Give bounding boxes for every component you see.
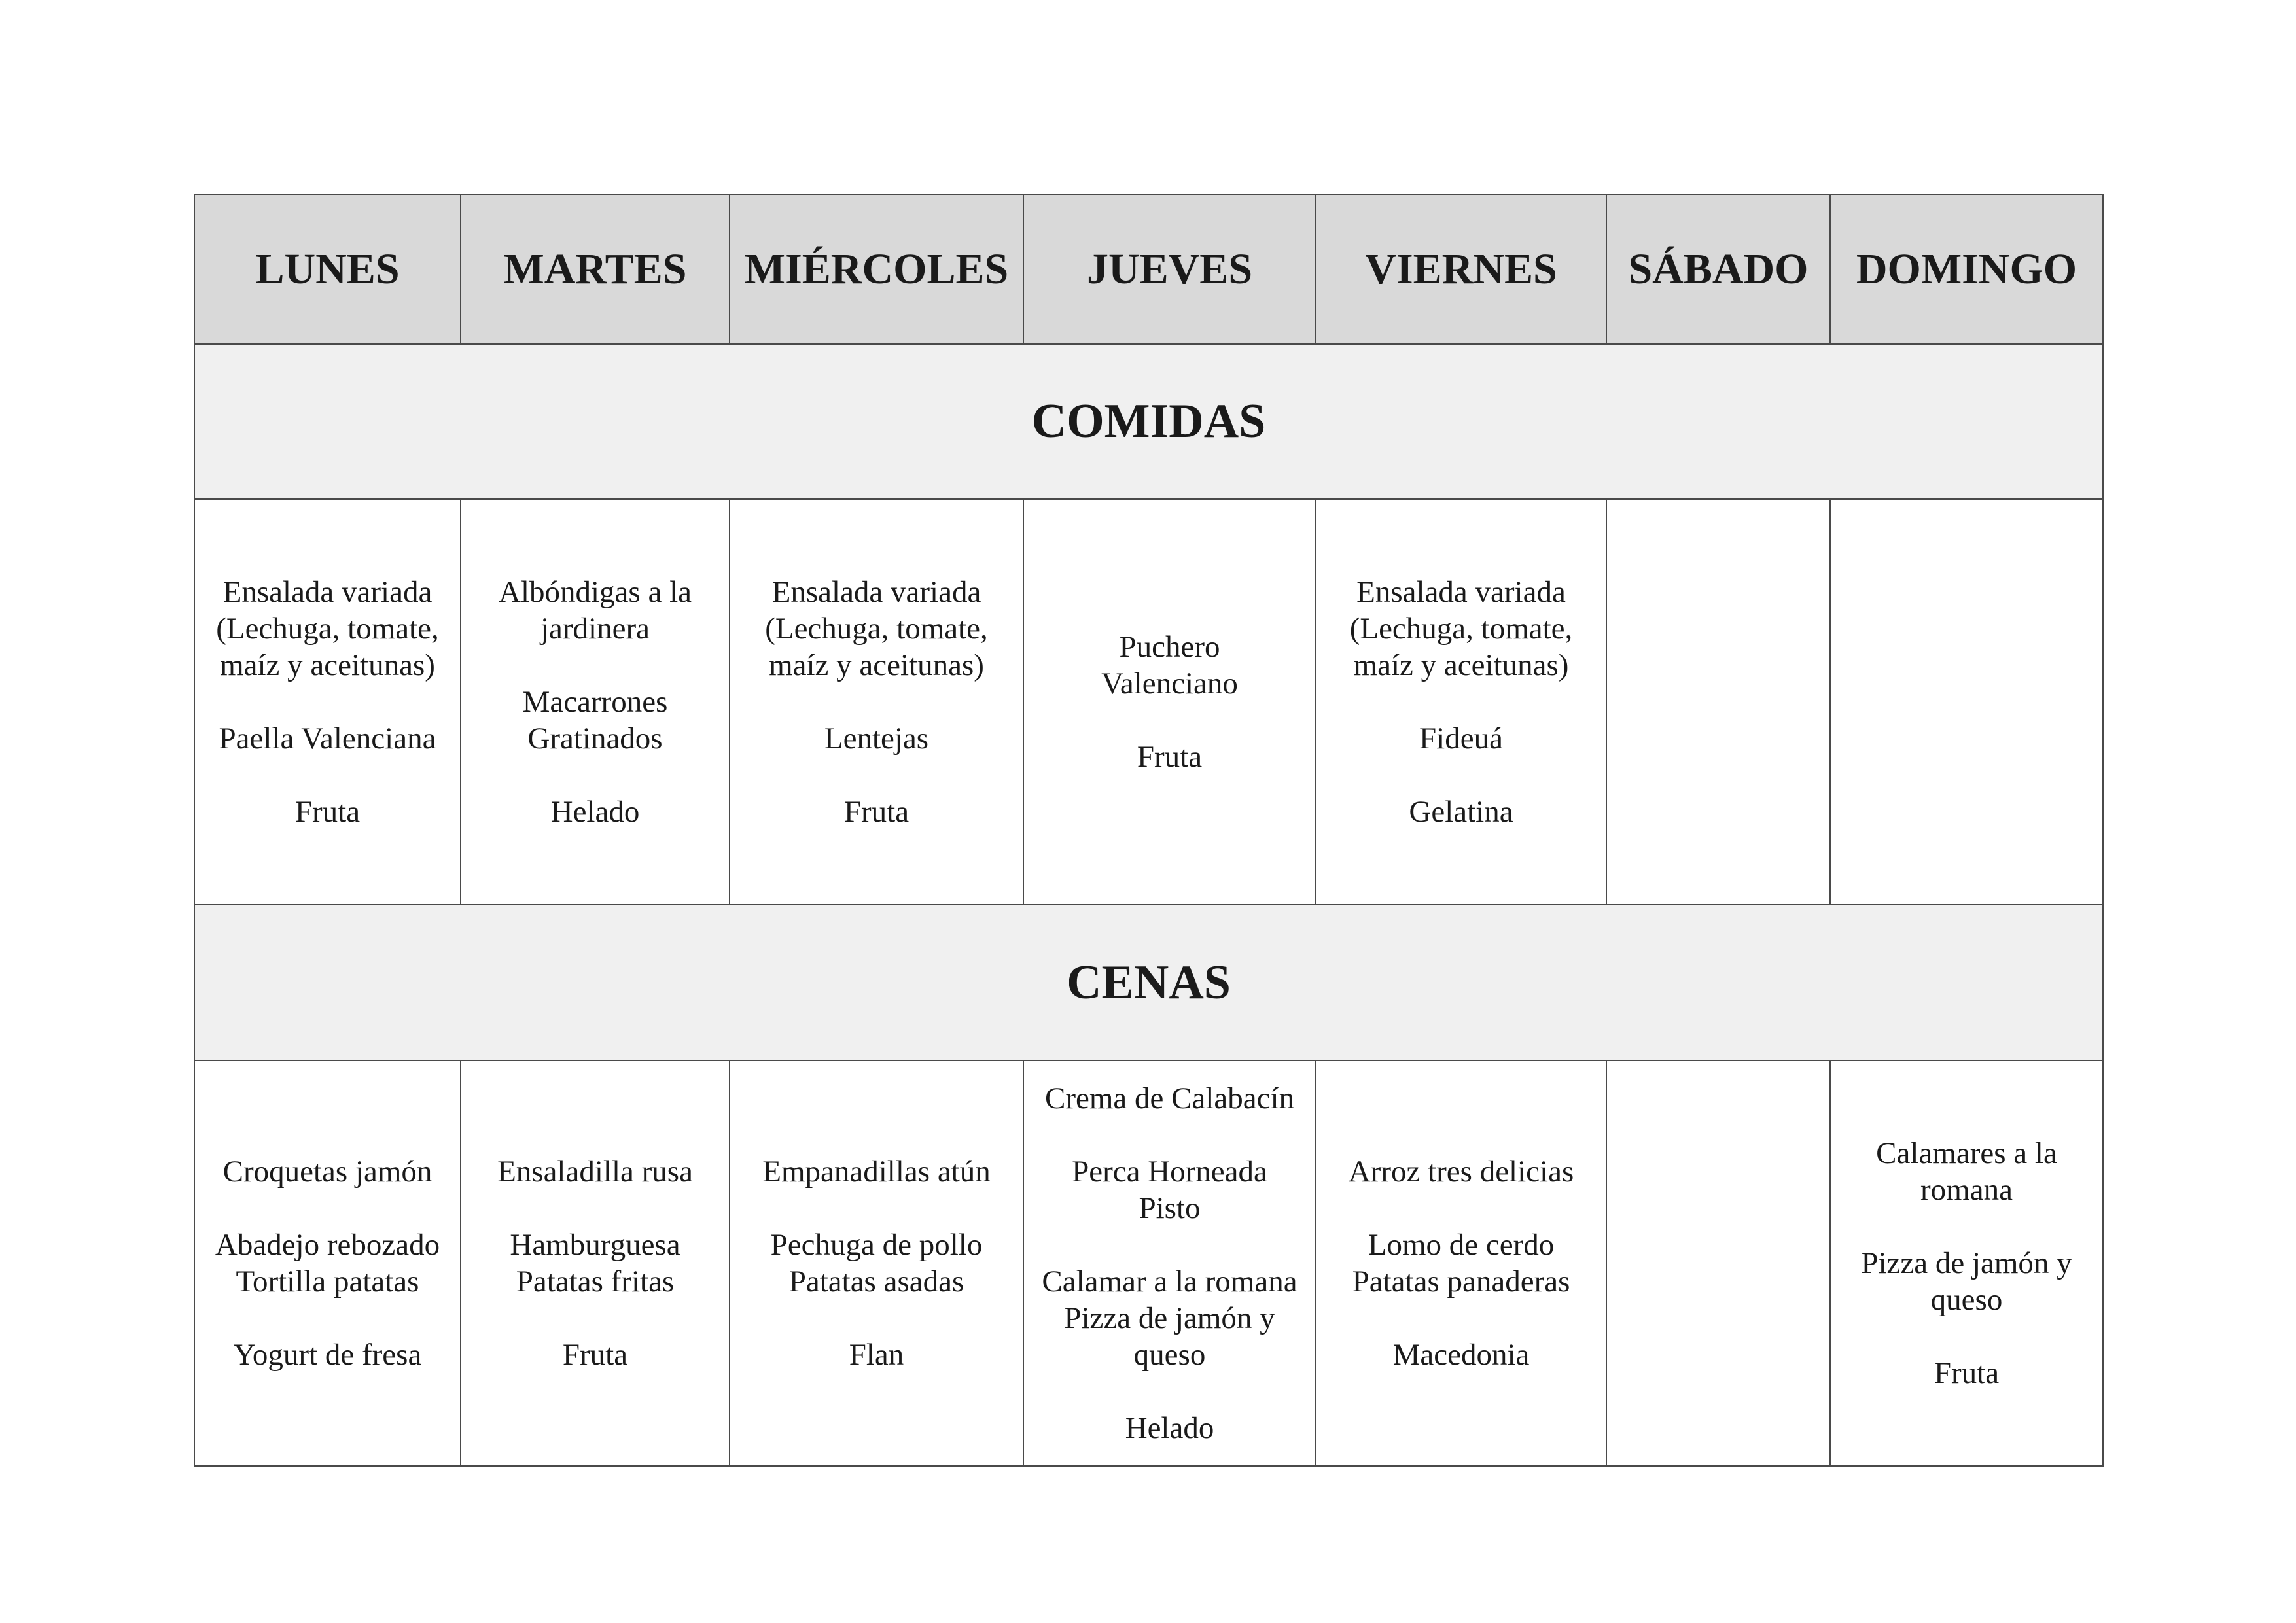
dish-item: Helado: [550, 795, 640, 829]
dish-item: Puchero Valenciano: [1101, 630, 1238, 701]
dish-list: [195, 1153, 460, 1373]
comidas-section-title: COMIDAS: [194, 344, 2103, 499]
dish-item: Ensaladilla rusa: [497, 1155, 693, 1189]
dish-item: Lentejas: [824, 722, 929, 756]
dish-item: Empanadillas atún: [762, 1155, 991, 1189]
cenas-cell-jueves: [1023, 1060, 1316, 1466]
weekly-menu-table: [194, 194, 2104, 1467]
cenas-cell-viernes: [1316, 1060, 1606, 1466]
day-header-domingo: DOMINGO: [1830, 194, 2103, 344]
dish-item: Calamar a la romana Pizza de jamón y queso: [1042, 1265, 1298, 1372]
day-header-lunes: LUNES: [194, 194, 461, 344]
dish-list: [461, 1153, 729, 1373]
dish-item: Ensalada variada (Lechuga, tomate, maíz y aceitunas): [765, 575, 988, 682]
dish-list: [730, 574, 1023, 830]
dish-list: [461, 574, 729, 830]
dish-item: Fruta: [1137, 740, 1203, 774]
dish-list: [1316, 574, 1606, 830]
dish-item: Perca Horneada Pisto: [1072, 1155, 1267, 1225]
day-header-row: [194, 194, 2103, 344]
dish-list: [1024, 1080, 1315, 1446]
dish-item: Flan: [849, 1338, 904, 1372]
dish-item: Hamburguesa Patatas fritas: [510, 1228, 680, 1299]
dish-list: [730, 1153, 1023, 1373]
dish-list: [195, 574, 460, 830]
comidas-cell-domingo: [1830, 499, 2103, 905]
comidas-cell-martes: [461, 499, 730, 905]
comidas-cell-lunes: [194, 499, 461, 905]
dish-list: [1316, 1153, 1606, 1373]
dish-item: Fruta: [1934, 1356, 2000, 1390]
comidas-cell-miercoles: [730, 499, 1023, 905]
dish-item: Helado: [1125, 1411, 1214, 1445]
dish-item: Pizza de jamón y queso: [1861, 1246, 2072, 1317]
cenas-cell-martes: [461, 1060, 730, 1466]
comidas-cell-jueves: [1023, 499, 1316, 905]
day-header-viernes: VIERNES: [1316, 194, 1606, 344]
cenas-section-row: [194, 905, 2103, 1060]
day-header-martes: MARTES: [461, 194, 730, 344]
cenas-cell-sabado: [1606, 1060, 1830, 1466]
dish-list: [1831, 1135, 2102, 1391]
cenas-meals-row: [194, 1060, 2103, 1466]
day-header-jueves: JUEVES: [1023, 194, 1316, 344]
dish-item: Macarrones Gratinados: [522, 685, 668, 756]
dish-item: Albóndigas a la jardinera: [499, 575, 692, 646]
dish-item: Gelatina: [1409, 795, 1513, 829]
dish-item: Ensalada variada (Lechuga, tomate, maíz y aceitunas): [1349, 575, 1573, 682]
dish-item: Croquetas jamón: [222, 1155, 433, 1189]
day-header-miercoles: MIÉRCOLES: [730, 194, 1023, 344]
dish-item: Calamares a la romana: [1876, 1136, 2057, 1207]
cenas-cell-miercoles: [730, 1060, 1023, 1466]
dish-item: Fideuá: [1419, 722, 1503, 756]
dish-item: Pechuga de pollo Patatas asadas: [770, 1228, 983, 1299]
cenas-cell-lunes: [194, 1060, 461, 1466]
dish-item: Fruta: [294, 795, 361, 829]
dish-item: Yogurt de fresa: [233, 1338, 422, 1372]
dish-item: Macedonia: [1392, 1338, 1530, 1372]
dish-item: Fruta: [843, 795, 910, 829]
comidas-meals-row: [194, 499, 2103, 905]
dish-item: Lomo de cerdo Patatas panaderas: [1352, 1228, 1570, 1299]
dish-list: [1024, 629, 1315, 775]
comidas-cell-sabado: [1606, 499, 1830, 905]
comidas-section-row: [194, 344, 2103, 499]
dish-item: Ensalada variada (Lechuga, tomate, maíz y aceitunas): [216, 575, 439, 682]
comidas-cell-viernes: [1316, 499, 1606, 905]
cenas-cell-domingo: [1830, 1060, 2103, 1466]
dish-item: Fruta: [562, 1338, 628, 1372]
dish-item: Arroz tres delicias: [1348, 1155, 1574, 1189]
dish-item: Abadejo rebozado Tortilla patatas: [215, 1228, 440, 1299]
cenas-section-title: CENAS: [194, 905, 2103, 1060]
day-header-sabado: SÁBADO: [1606, 194, 1830, 344]
dish-item: Crema de Calabacín: [1044, 1081, 1295, 1115]
dish-item: Paella Valenciana: [219, 722, 436, 756]
